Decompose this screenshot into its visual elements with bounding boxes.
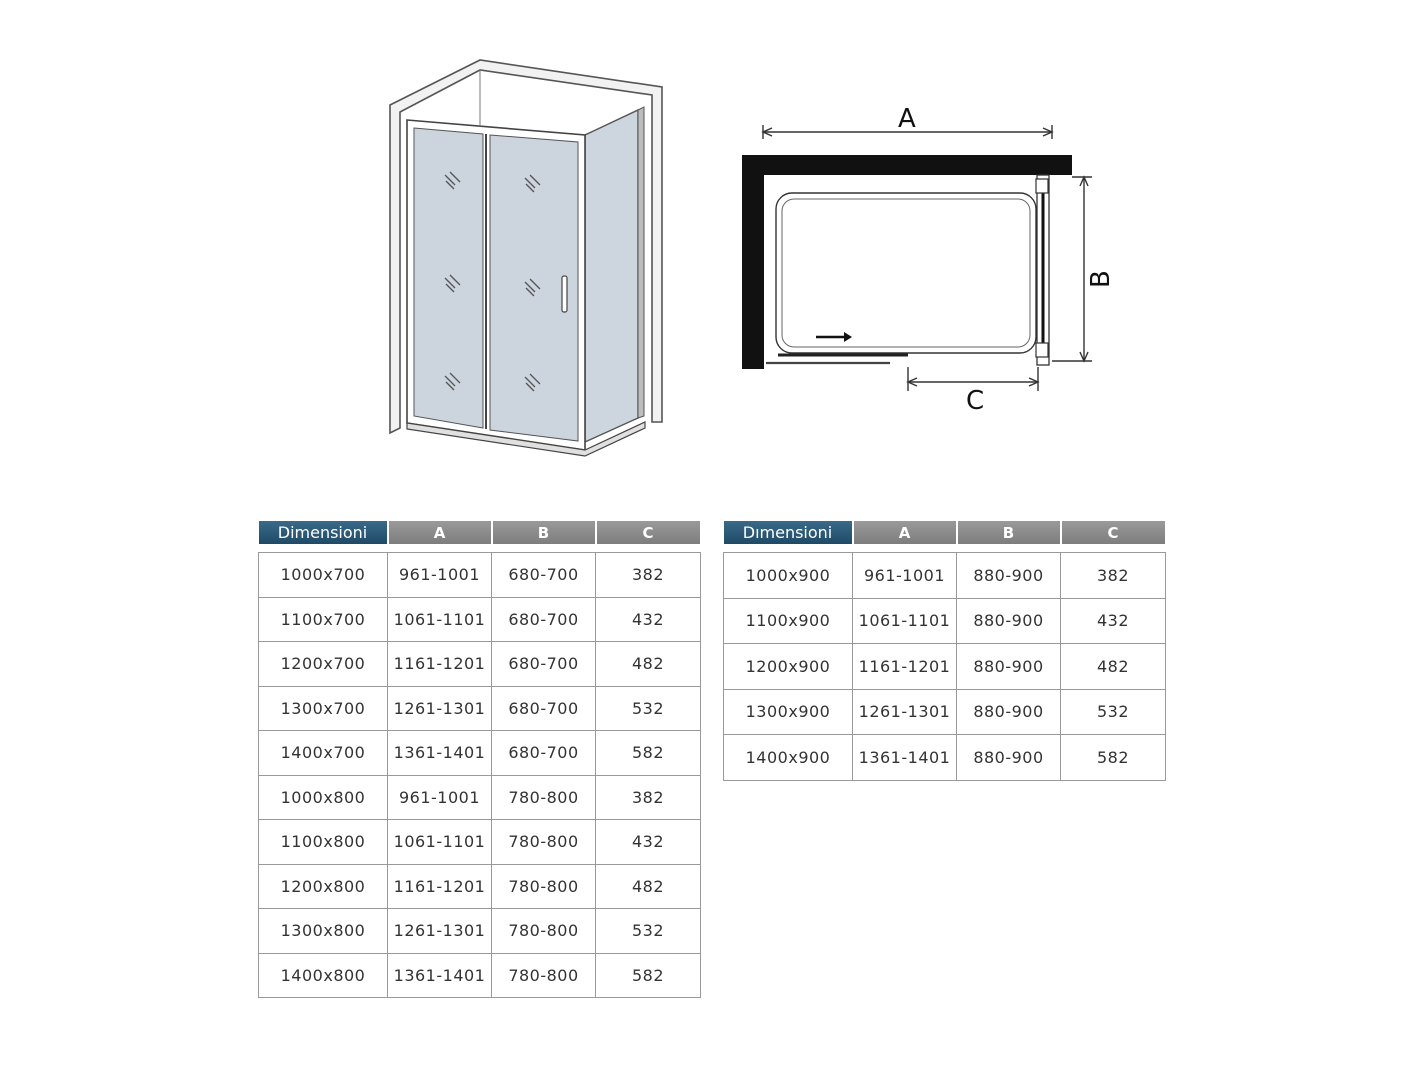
cell-b: 880-900 bbox=[957, 553, 1061, 599]
cell-a: 1261-1301 bbox=[388, 909, 492, 954]
cell-a: 1361-1401 bbox=[388, 731, 492, 776]
cell-dimensioni: 1000x800 bbox=[259, 775, 388, 820]
table-row bbox=[259, 820, 701, 865]
table-body bbox=[259, 544, 701, 998]
table-row bbox=[259, 597, 701, 642]
cell-b: 680-700 bbox=[492, 731, 596, 776]
table-row bbox=[259, 731, 701, 776]
cell-b: 680-700 bbox=[492, 642, 596, 687]
cell-b: 880-900 bbox=[957, 598, 1061, 644]
dimensions-table-700-800 bbox=[258, 521, 702, 998]
dimensions-table-900 bbox=[723, 521, 1167, 781]
table-header-row bbox=[259, 521, 701, 544]
cell-dimensioni: 1300x800 bbox=[259, 909, 388, 954]
cell-a: 1061-1101 bbox=[388, 597, 492, 642]
cell-c: 382 bbox=[596, 775, 701, 820]
cell-a: 961-1001 bbox=[853, 553, 957, 599]
cell-c: 432 bbox=[596, 820, 701, 865]
header-a: A bbox=[388, 521, 492, 544]
cell-b: 880-900 bbox=[957, 689, 1061, 735]
cell-c: 582 bbox=[596, 731, 701, 776]
header-spacer bbox=[259, 544, 701, 553]
cell-b: 780-800 bbox=[492, 953, 596, 998]
cell-a: 1161-1201 bbox=[388, 864, 492, 909]
table-header-row bbox=[724, 521, 1166, 544]
cell-b: 680-700 bbox=[492, 686, 596, 731]
cell-c: 532 bbox=[1061, 689, 1166, 735]
cell-a: 1061-1101 bbox=[388, 820, 492, 865]
header-b: B bbox=[492, 521, 596, 544]
cell-dimensioni: 1200x800 bbox=[259, 864, 388, 909]
table-row bbox=[259, 775, 701, 820]
cell-c: 382 bbox=[596, 553, 701, 598]
cell-a: 1161-1201 bbox=[853, 644, 957, 690]
header-c: C bbox=[1061, 521, 1166, 544]
cell-c: 482 bbox=[596, 864, 701, 909]
side-wall bbox=[742, 155, 764, 369]
cell-b: 680-700 bbox=[492, 553, 596, 598]
back-wall bbox=[742, 155, 1072, 175]
header-b: B bbox=[957, 521, 1061, 544]
dimension-b-line bbox=[1052, 177, 1092, 361]
cell-b: 680-700 bbox=[492, 597, 596, 642]
cell-b: 880-900 bbox=[957, 735, 1061, 781]
cell-c: 482 bbox=[596, 642, 701, 687]
cell-c: 532 bbox=[596, 686, 701, 731]
shower-enclosure-illustration bbox=[380, 50, 680, 470]
cell-c: 432 bbox=[596, 597, 701, 642]
cell-a: 961-1001 bbox=[388, 553, 492, 598]
cell-b: 780-800 bbox=[492, 775, 596, 820]
table-row bbox=[259, 642, 701, 687]
table-row bbox=[724, 689, 1166, 735]
cell-c: 582 bbox=[1061, 735, 1166, 781]
header-c: C bbox=[596, 521, 701, 544]
table-row bbox=[724, 644, 1166, 690]
cell-b: 780-800 bbox=[492, 909, 596, 954]
cell-b: 880-900 bbox=[957, 644, 1061, 690]
cell-b: 780-800 bbox=[492, 864, 596, 909]
cell-dimensioni: 1300x900 bbox=[724, 689, 853, 735]
spacer-cell bbox=[259, 544, 701, 553]
cell-dimensioni: 1200x700 bbox=[259, 642, 388, 687]
cell-dimensioni: 1100x700 bbox=[259, 597, 388, 642]
label-a: A bbox=[898, 104, 916, 134]
cell-dimensioni: 1000x900 bbox=[724, 553, 853, 599]
table-row bbox=[724, 735, 1166, 781]
spacer-cell bbox=[724, 544, 1166, 553]
cell-dimensioni: 1400x700 bbox=[259, 731, 388, 776]
cell-c: 532 bbox=[596, 909, 701, 954]
cell-dimensioni: 1100x900 bbox=[724, 598, 853, 644]
cell-c: 582 bbox=[596, 953, 701, 998]
header-a: A bbox=[853, 521, 957, 544]
cell-dimensioni: 1200x900 bbox=[724, 644, 853, 690]
table-body bbox=[724, 544, 1166, 780]
cell-a: 1261-1301 bbox=[853, 689, 957, 735]
table-row bbox=[259, 864, 701, 909]
table-row bbox=[259, 909, 701, 954]
cell-a: 1361-1401 bbox=[388, 953, 492, 998]
cell-c: 482 bbox=[1061, 644, 1166, 690]
table-row bbox=[724, 598, 1166, 644]
table-row bbox=[724, 553, 1166, 599]
cell-dimensioni: 1400x900 bbox=[724, 735, 853, 781]
table-row bbox=[259, 553, 701, 598]
cell-a: 1261-1301 bbox=[388, 686, 492, 731]
cell-a: 1161-1201 bbox=[388, 642, 492, 687]
cell-c: 382 bbox=[1061, 553, 1166, 599]
header-spacer bbox=[724, 544, 1166, 553]
header-dimensioni: Dımensioni bbox=[724, 521, 853, 544]
table-row bbox=[259, 686, 701, 731]
cell-b: 780-800 bbox=[492, 820, 596, 865]
cell-a: 1061-1101 bbox=[853, 598, 957, 644]
cell-dimensioni: 1400x800 bbox=[259, 953, 388, 998]
cell-dimensioni: 1000x700 bbox=[259, 553, 388, 598]
cell-c: 432 bbox=[1061, 598, 1166, 644]
header-dimensioni: Dimensioni bbox=[259, 521, 388, 544]
cell-a: 1361-1401 bbox=[853, 735, 957, 781]
cell-dimensioni: 1300x700 bbox=[259, 686, 388, 731]
cell-dimensioni: 1100x800 bbox=[259, 820, 388, 865]
cell-a: 961-1001 bbox=[388, 775, 492, 820]
table-row bbox=[259, 953, 701, 998]
plan-view-diagram bbox=[730, 95, 1130, 415]
label-c: C bbox=[966, 386, 985, 416]
label-b: B bbox=[1086, 270, 1116, 288]
